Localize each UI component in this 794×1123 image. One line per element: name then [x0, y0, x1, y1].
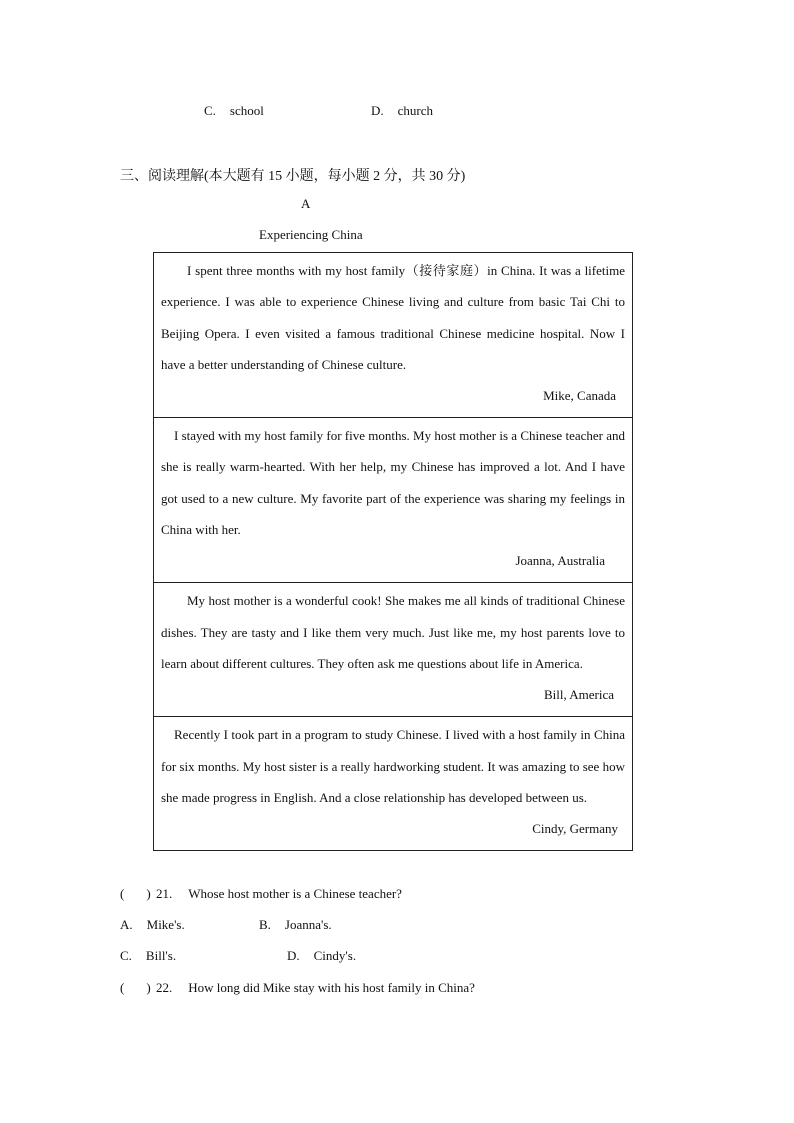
answer-letter: D. — [287, 948, 300, 963]
question-number: 21. — [156, 886, 173, 901]
answer-letter: C. — [120, 948, 132, 963]
passage-letter: A — [301, 196, 311, 211]
section-heading: 三、阅读理解(本大题有 15 小题，每小题 2 分，共 30 分) — [120, 169, 466, 184]
answer-option-c — [120, 948, 176, 964]
answer-text: Bill's. — [145, 948, 177, 963]
passage-entry — [154, 253, 633, 418]
answer-letter: A. — [120, 917, 133, 932]
entry-text: Recently I took part in a program to study Chinese. I lived with a host family in China for six months. My host sister is a really hardworking student. It was amazing to see how she made progress in English. And a close relationship has developed between us. — [161, 727, 625, 805]
answer-option-b — [259, 917, 332, 933]
passage-cell — [154, 418, 633, 583]
paren-open: ( — [120, 886, 125, 901]
option-letter: C. — [204, 103, 216, 118]
passage-title: Experiencing China — [259, 227, 363, 242]
entry-text: I spent three months with my host family（接待家庭）in China. It was a lifetime experience. I was able to experience Chinese living and culture from basic Tai Chi to Beijing Opera. I even visited a famous traditional Chinese medicine hospital. Now I have a better understanding of Chinese culture. — [161, 263, 625, 372]
answer-text: Cindy's. — [313, 948, 357, 963]
option-c — [204, 103, 264, 119]
question-number: 22. — [156, 980, 173, 995]
entry-author: Joanna, Australia — [515, 553, 605, 569]
passage-entry — [154, 717, 633, 851]
entry-text: My host mother is a wonderful cook! She makes me all kinds of traditional Chinese dishes. They are tasty and I like them very much. Just like me, my host parents love to learn about different cultures. They often ask me questions about life in America. — [161, 593, 625, 671]
passage-entry — [154, 418, 633, 583]
question-22 — [120, 980, 475, 996]
option-letter: D. — [371, 103, 384, 118]
answer-text: Joanna's. — [284, 917, 332, 932]
paren-close: ) — [146, 980, 151, 995]
answer-option-d — [287, 948, 356, 964]
option-text: school — [229, 103, 264, 118]
entry-author: Mike, Canada — [543, 388, 616, 404]
option-text: church — [397, 103, 434, 118]
passage-cell — [154, 717, 633, 851]
question-text: Whose host mother is a Chinese teacher? — [188, 886, 402, 901]
passage-table — [153, 252, 633, 851]
entry-text: I stayed with my host family for five months. My host mother is a Chinese teacher and she is really warm-hearted. With her help, my Chinese has improved a lot. And I have got used to a new culture. My favorite part of the experience was sharing my feelings in China with her. — [161, 428, 625, 538]
passage-cell — [154, 583, 633, 717]
entry-author: Bill, America — [543, 687, 614, 703]
option-d — [371, 103, 433, 119]
paren-open: ( — [120, 980, 125, 995]
answer-option-a — [120, 917, 185, 933]
question-text: How long did Mike stay with his host family in China? — [188, 980, 475, 995]
passage-cell — [154, 253, 633, 418]
answer-letter: B. — [259, 917, 271, 932]
passage-entry — [154, 583, 633, 717]
answer-text: Mike's. — [146, 917, 185, 932]
answer-blank[interactable] — [120, 980, 156, 996]
paren-close: ) — [146, 886, 151, 901]
entry-author: Cindy, Germany — [532, 821, 618, 837]
question-21 — [120, 886, 402, 902]
answer-blank[interactable] — [120, 886, 156, 902]
